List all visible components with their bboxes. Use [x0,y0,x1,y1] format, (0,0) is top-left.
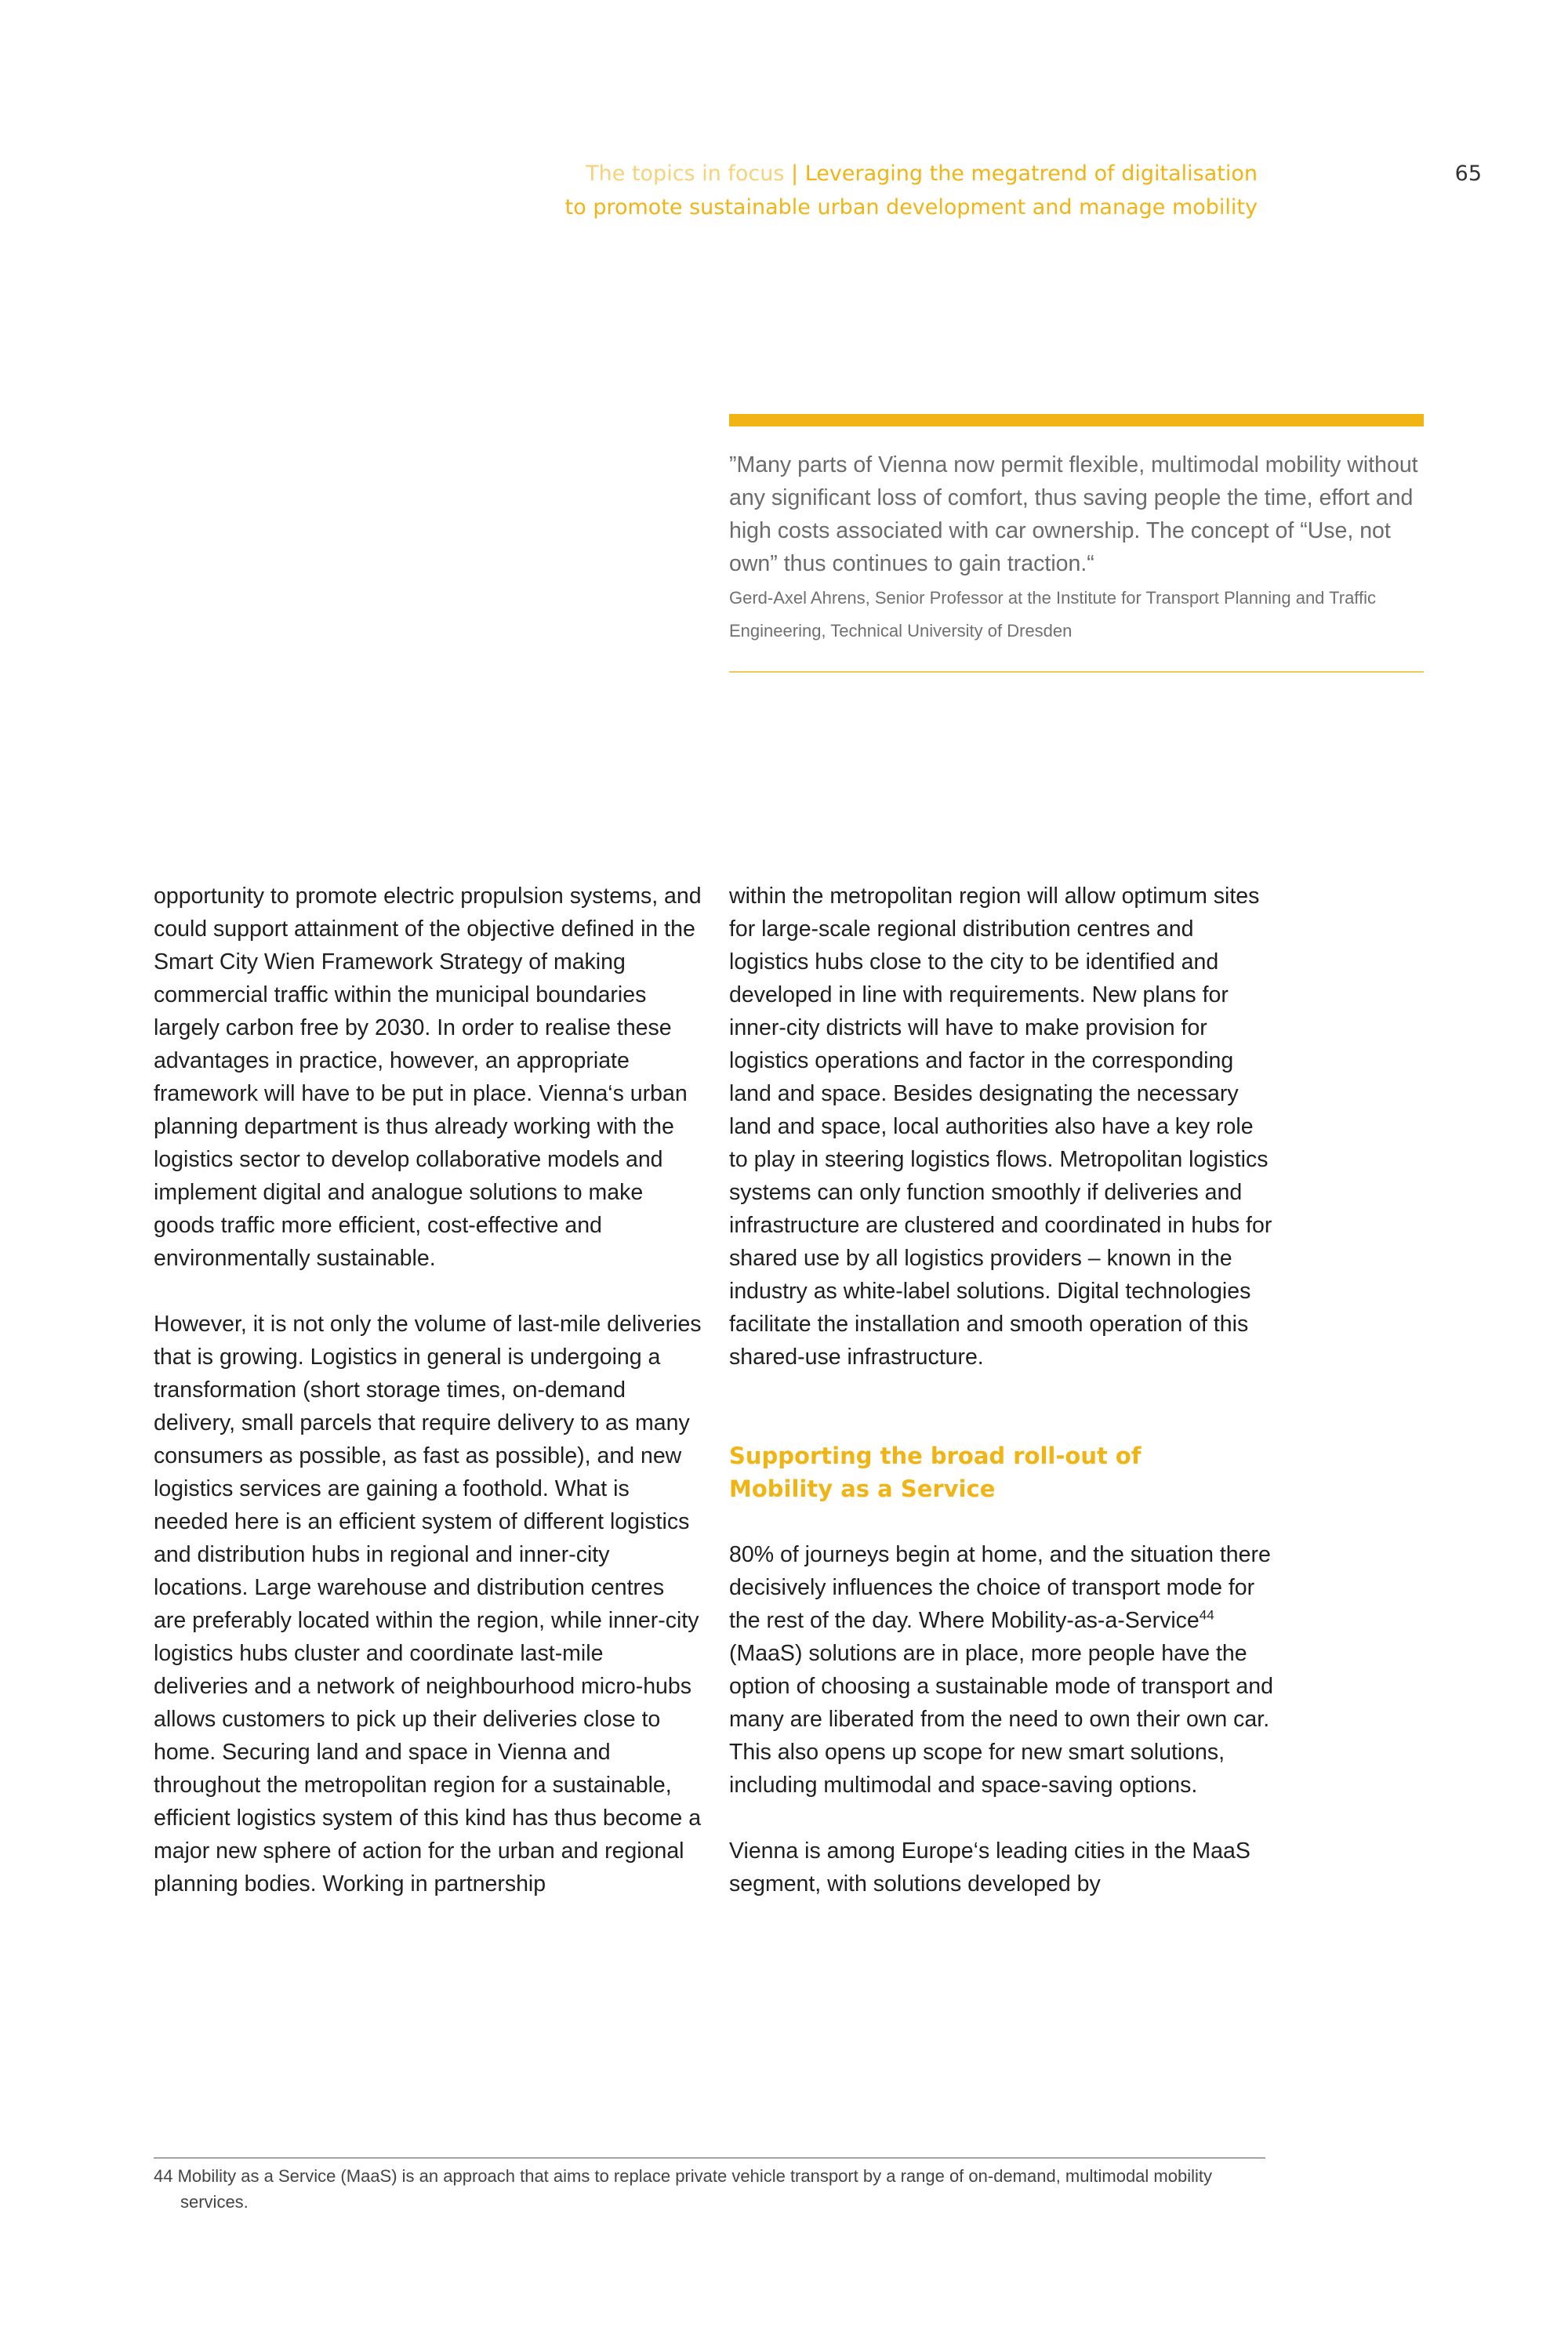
body-paragraph: Vienna is among Europe‘s leading cities in the MaaS segment, with solutions developed by [729,1838,1250,1896]
quote-attribution: Gerd-Axel Ahrens, Senior Professor at the Institute for Transport Planning and Traffic Engineering, Technical University of Dresden [729,588,1377,641]
body-paragraph [729,1538,1278,1802]
running-header-section: The topics in focus [586,162,785,186]
page-number: 65 [1454,162,1482,186]
quote-text: ”Many parts of Vienna now permit flexible, multimodal mobility without any significant loss of comfort, thus saving people the time, effort and high costs associated with car ownership. The concept of “Use, not own” thus continues to gain traction.“ [729,452,1418,576]
body-paragraph: within the metropolitan region will allow optimum sites for large-scale regional distribution centres and logistics hubs close to the city to be identified and developed in line with requirements. New plans for inner-city districts will have to make provision for logistics operations and factor in the corresponding land and space. Besides designating the necessary land and space, local authorities also have a key role to play in steering logistics flows. Metropolitan logistics systems can only function smoothly if deliveries and infrastructure are clustered and coordinated in hubs for shared use by all logistics providers – known in the industry as white-label solutions. Digital technologies facilitate the installation and smooth operation of this shared-use infrastructure. [729,884,1272,1370]
section-heading [729,1439,1278,1505]
running-header-title-line-1: Leveraging the megatrend of digitalisation [804,162,1258,186]
right-column [729,880,1278,1933]
running-header-line-1 [474,157,1258,191]
left-column [154,880,702,1933]
footnotes [154,2158,1265,2215]
footnote-reference[interactable]: 44 [1199,1607,1214,1623]
running-header-title-line-2: to promote sustainable urban development and manage mobility [564,195,1258,220]
section-heading-line-2: Mobility as a Service [729,1475,996,1502]
quote-accent-bar [729,414,1424,426]
pull-quote [729,414,1424,673]
paragraph-text: 80% of journeys begin at home, and the situation there decisively influences the choice of transport mode for the rest of the day. Where Mobility-as-a-Service [729,1542,1271,1633]
running-header [474,157,1258,224]
running-header-separator: | [784,162,805,186]
paragraph-text: (MaaS) solutions are in place, more people have the option of choosing a sustainable mode of transport and many are liberated from the need to own their own car. This also opens up scope for new smart solutions, including multimodal and space-saving options. [729,1641,1273,1798]
section-heading-line-1: Supporting the broad roll-out of [729,1443,1142,1469]
body-paragraph: However, it is not only the volume of last-mile deliveries that is growing. Logistics in general is undergoing a transformation (short storage times, on-demand delivery, small parcels that require delivery to as many consumers as possible, as fast as possible), and new logistics services are gaining a foothold. What is needed here is an efficient system of different logistics and distribution hubs in regional and inner-city locations. Large warehouse and distribution centres are preferably located within the region, while inner-city logistics hubs cluster and coordinate last-mile deliveries and a network of neighbourhood micro-hubs allows customers to pick up their deliveries close to home. Securing land and space in Vienna and throughout the metropolitan region for a sustainable, efficient logistics system of this kind has thus become a major new sphere of action for the urban and regional planning bodies. Working in partnership [154,1312,702,1896]
body-paragraph: opportunity to promote electric propulsion systems, and could support attainment of the objective defined in the Smart City Wien Framework Strategy of making commercial traffic within the municipal boundaries largely carbon free by 2030. In order to realise these advantages in practice, however, an appropriate framework will have to be put in place. Vienna‘s urban planning department is thus already working with the logistics sector to develop collaborative models and implement digital and analogue solutions to make goods traffic more efficient, cost-effective and environmentally sustainable. [154,884,702,1271]
quote-divider [729,671,1424,673]
footnote-44: 44 Mobility as a Service (MaaS) is an approach that aims to replace private vehicle transport by a range of on-demand, multimodal mobility services. [154,2166,1212,2212]
